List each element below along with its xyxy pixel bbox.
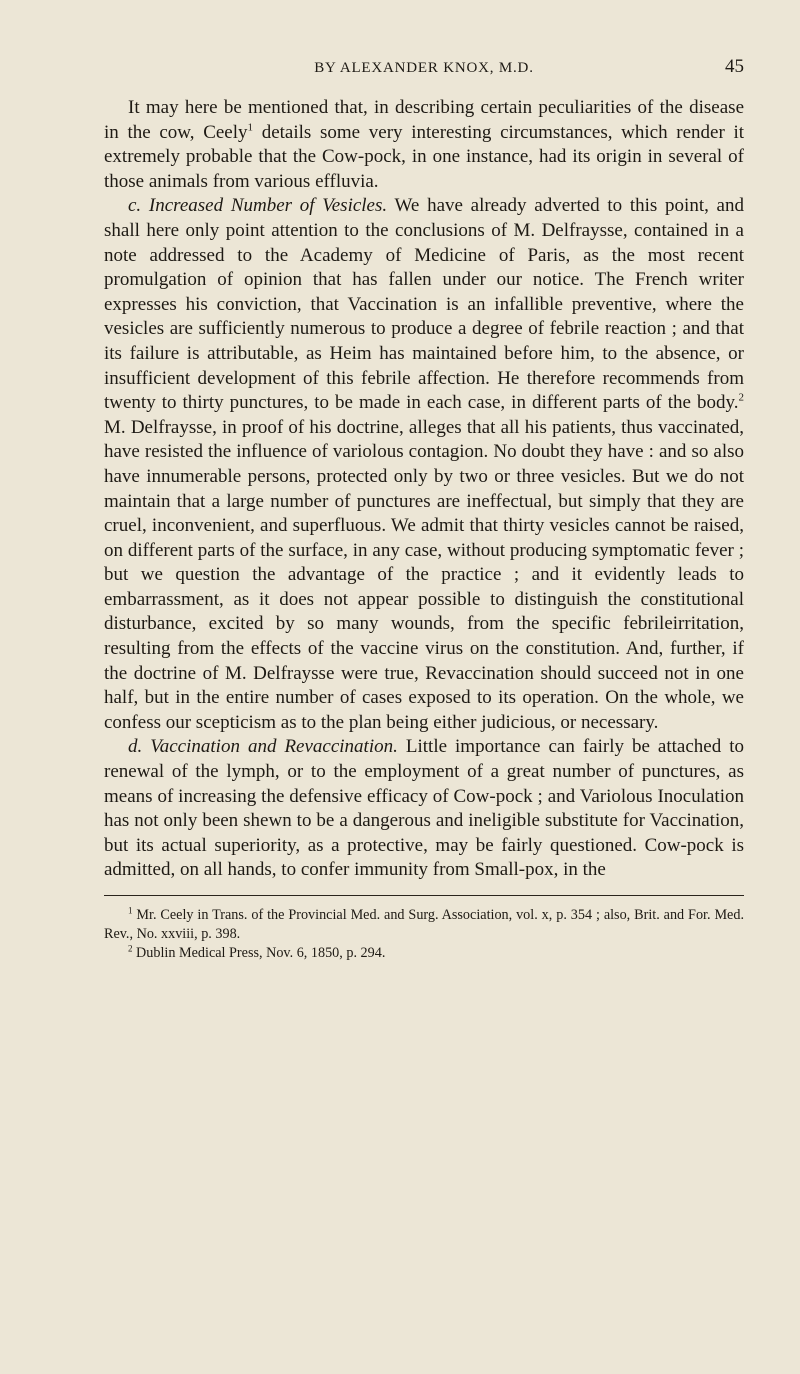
footnote-ref-1: 1 — [247, 121, 254, 134]
paragraph-text: Little importance can fairly be attached to renewal of the lymph, or to the employment of a great number of punctures, as means of increasing the defensive efficacy of Cow-pock ; and Variolous Inoculation has not only been shewn to be a dangerous and ineligible substitute for Vaccination, but its actual superiority, as a protective, may be fairly questioned. Cow-pock is admitted, on all hands, to confer immunity from Small-pox, in the — [104, 736, 744, 881]
section-subhead-c: c. Increased Number of Vesicles. — [128, 195, 388, 217]
paragraph-text: details some very interesting circumstances, which render it extremely probable that the Cow-pock, in one instance, had its origin in several of those animals from various effluvia. — [104, 121, 745, 192]
running-head — [104, 56, 744, 96]
paragraph-3 — [104, 735, 744, 883]
footnote-text: Mr. Ceely in Trans. of the Provincial Med. and Surg. Association, vol. x, p. 354 ; also, Brit. and For. Med. Rev., No. xxviii, p. 398. — [104, 907, 744, 942]
paragraph-text: M. Delfraysse, in proof of his doctrine, alleges that all his patients, thus vaccinated, have resisted the influence of variolous contagion. No doubt they have : and so also have innumerable persons, protected only by two or three vesicles. But we do not maintain that a large number of punctures are ineffectual, but simply that they are cruel, inconvenient, and superfluous. We admit that thirty vesicles cannot be raised, on different parts of the surface, in any case, without producing symptomatic fever ; but we question the advantage of the practice ; and it evidently leads to embarrassment, as it does not appear possible to distinguish the constitutional disturbance, excited by so many wounds, from the specific febrileirritation, resulting from the effects of the vaccine virus on the constitution. And, further, if the doctrine of M. Delfraysse were true, Revaccination should succeed not in one half, but in the entire number of cases exposed to its operation. On the whole, we confess our scepticism as to the plan being either judicious, or necessary. — [104, 416, 744, 733]
footnote-ref-2: 2 — [738, 391, 744, 404]
section-subhead-d: d. Vaccination and Revaccination. — [128, 736, 398, 758]
footnote-2 — [104, 944, 744, 963]
running-title: BY ALEXANDER KNOX, M.D. — [314, 60, 534, 76]
footnote-marker: 1 — [128, 905, 133, 916]
footnotes — [104, 906, 744, 963]
footnote-marker: 2 — [128, 943, 133, 954]
paragraph-2 — [104, 194, 744, 735]
body-text — [104, 96, 744, 883]
paragraph-text: We have already adverted to this point, and shall here only point attention to the conclusions of M. Delfraysse, contained in a note addressed to the Academy of Medicine of Paris, as the most recent promulgation of opinion that has fallen under our notice. The French writer expresses his conviction, that Vaccination is an infallible preventive, where the vesicles are sufficiently numerous to produce a degree of febrile reaction ; and that its failure is attributable, as Heim has maintained before him, to the absence, or insufficient development of this febrile affection. He therefore recommends from twenty to thirty punctures, to be made in each case, in different parts of the body. — [104, 195, 744, 414]
footnote-rule — [104, 895, 744, 896]
footnote-1 — [104, 906, 744, 944]
paragraph-text: It may here be mentioned that, in describing certain peculiarities of the disease in the cow, Ceely — [104, 97, 744, 143]
footnote-text: Dublin Medical Press, Nov. 6, 1850, p. 294. — [132, 945, 386, 961]
paragraph-1 — [104, 96, 744, 194]
page-number: 45 — [725, 56, 744, 77]
